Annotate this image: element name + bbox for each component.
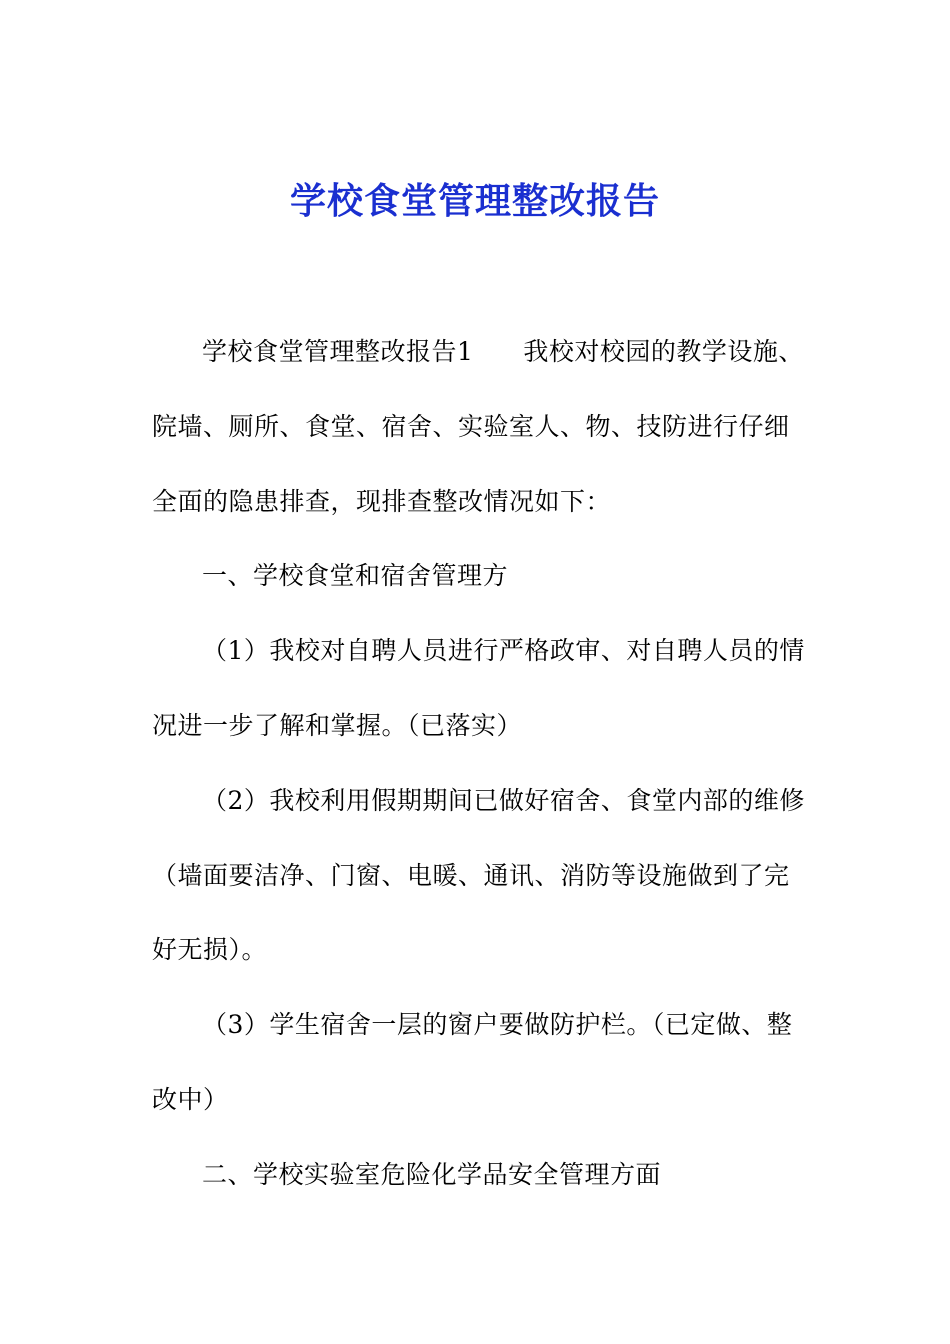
paragraph-line-3: 全面的隐患排查，现排查整改情况如下：	[152, 486, 612, 516]
section-heading-2: 二、学校实验室危险化学品安全管理方面	[202, 1159, 662, 1189]
report-heading-inline: 学校食堂管理整改报告1	[202, 337, 474, 366]
list-item-2-line-1: （2）我校利用假期期间已做好宿舍、食堂内部的维修	[202, 785, 805, 815]
document-body	[152, 326, 812, 1224]
document-title: 学校食堂管理整改报告	[289, 180, 660, 222]
list-item-2-line-3: 好无损）。	[152, 935, 268, 965]
section-heading-1: 一、学校食堂和宿舍管理方	[202, 561, 509, 591]
list-item-1-line-1: （1）我校对自聘人员进行严格政审、对自聘人员的情	[202, 636, 805, 666]
paragraph-line-1	[152, 326, 812, 401]
list-item-1-line-2: 况进一步了解和掌握。（已落实）	[152, 710, 523, 740]
paragraph-line-2: 院墙、厕所、食堂、宿舍、实验室人、物、技防进行仔细	[152, 411, 790, 441]
list-item-3-line-2: 改中）	[152, 1084, 229, 1114]
list-item-2-line-2: （墙面要洁净、门窗、电暖、通讯、消防等设施做到了完	[152, 860, 790, 890]
paragraph-text: 我校对校园的教学设施、	[523, 337, 804, 366]
list-item-3-line-1: （3）学生宿舍一层的窗户要做防护栏。（已定做、整	[202, 1010, 793, 1040]
